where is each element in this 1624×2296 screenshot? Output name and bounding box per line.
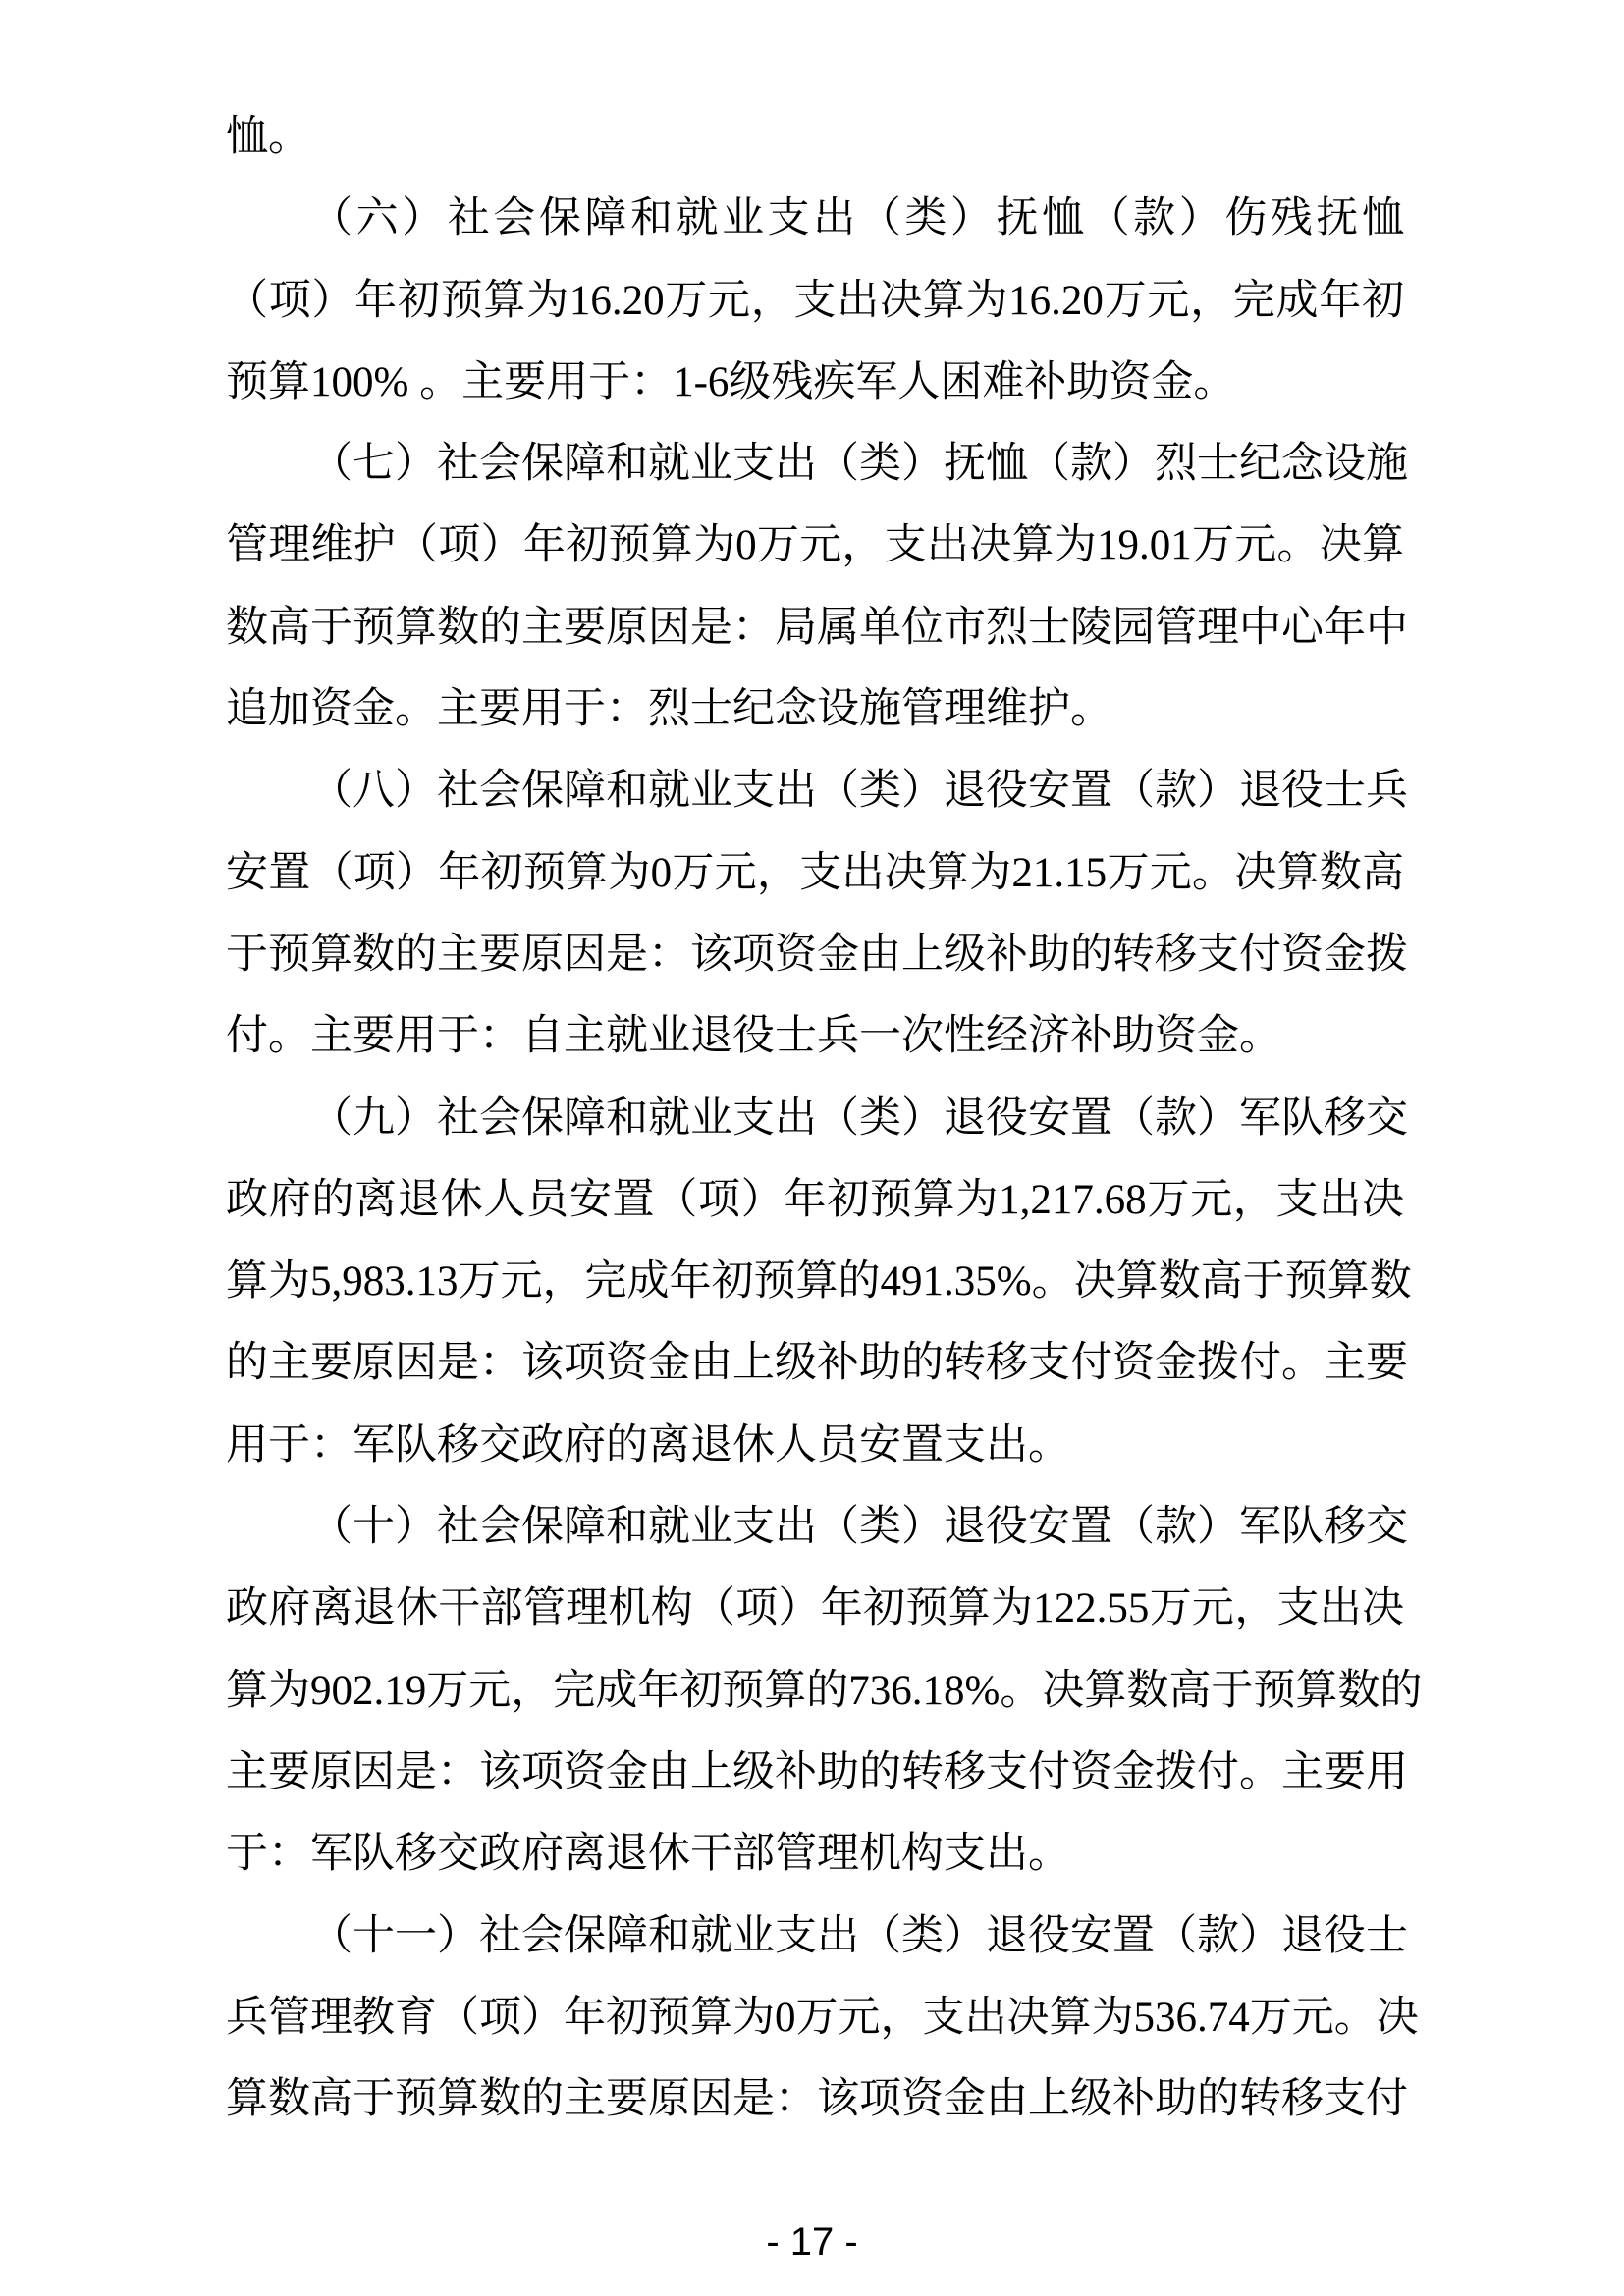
body-text (226, 96, 1423, 2140)
text-line: （十一）社会保障和就业支出（类）退役安置（款）退役士 (310, 1912, 1408, 1959)
text-line: 的主要原因是：该项资金由上级补助的转移支付资金拨付。主要 (226, 1340, 1408, 1387)
text-line: 于：军队移交政府离退休干部管理机构支出。 (226, 1831, 1070, 1878)
text-line: 管理维护（项）年初预算为0万元，支出决算为19.01万元。决算 (226, 522, 1404, 569)
text-line: 数高于预算数的主要原因是：局属单位市烈士陵园管理中心年中 (226, 604, 1408, 651)
text-line: 于预算数的主要原因是：该项资金由上级补助的转移支付资金拨 (226, 931, 1408, 978)
text-line: 算为902.19万元，完成年初预算的736.18%。决算数高于预算数的 (226, 1667, 1423, 1714)
text-line: 追加资金。主要用于：烈士纪念设施管理维护。 (226, 686, 1112, 733)
text-line: 政府的离退休人员安置（项）年初预算为1,217.68万元，支出决 (226, 1176, 1404, 1223)
text-line: 兵管理教育（项）年初预算为0万元，支出决算为536.74万元。决 (226, 1994, 1419, 2041)
text-line: （八）社会保障和就业支出（类）退役安置（款）退役士兵 (310, 768, 1408, 815)
text-line: （六）社会保障和就业支出（类）抚恤（款）伤残抚恤 (310, 195, 1404, 242)
text-line: 主要原因是：该项资金由上级补助的转移支付资金拨付。主要用 (226, 1748, 1408, 1795)
text-line: 用于：军队移交政府的离退休人员安置支出。 (226, 1421, 1070, 1468)
page-number: - 17 - (766, 2220, 858, 2264)
text-line: （九）社会保障和就业支出（类）退役安置（款）军队移交 (310, 1095, 1408, 1142)
text-line: 算数高于预算数的主要原因是：该项资金由上级补助的转移支付 (226, 2076, 1408, 2123)
text-line: 算为5,983.13万元，完成年初预算的491.35%。决算数高于预算数 (226, 1258, 1412, 1306)
text-line: 安置（项）年初预算为0万元，支出决算为21.15万元。决算数高 (226, 849, 1404, 896)
text-line: 政府离退休干部管理机构（项）年初预算为122.55万元，支出决 (226, 1585, 1404, 1632)
text-line: （项）年初预算为16.20万元，支出决算为16.20万元，完成年初 (226, 277, 1404, 324)
text-line: （十）社会保障和就业支出（类）退役安置（款）军队移交 (310, 1504, 1408, 1551)
text-line: （七）社会保障和就业支出（类）抚恤（款）烈士纪念设施 (310, 441, 1408, 488)
text-line: 付。主要用于：自主就业退役士兵一次性经济补助资金。 (226, 1013, 1281, 1060)
text-line: 预算100% 。主要用于：1-6级残疾军人困难补助资金。 (226, 358, 1236, 405)
text-line: 恤。 (226, 114, 310, 160)
